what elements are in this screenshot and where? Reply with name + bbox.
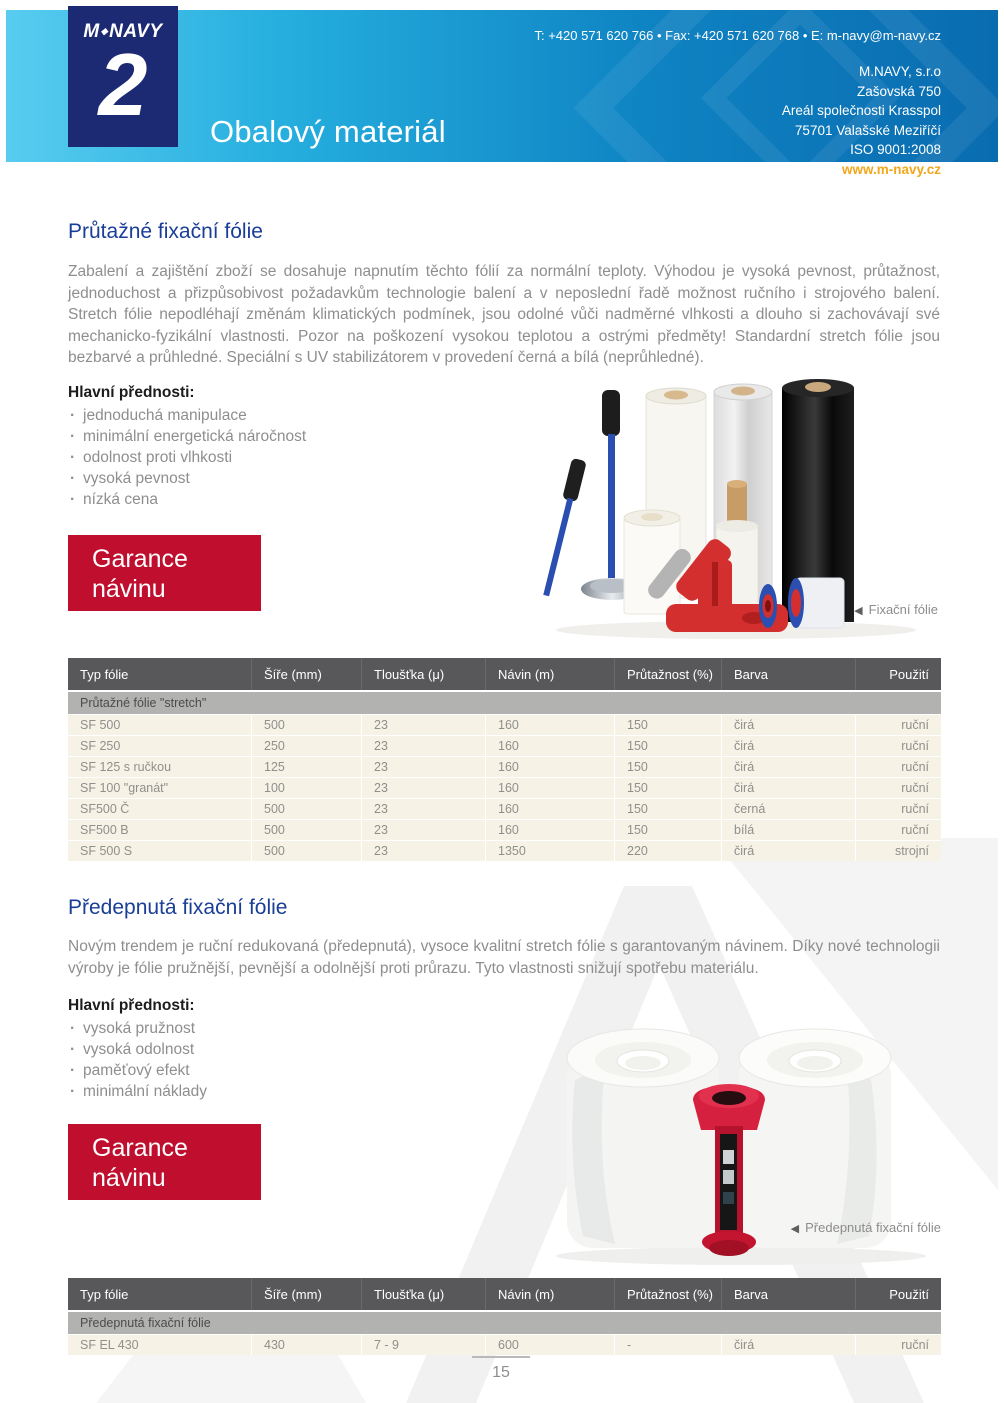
website-link[interactable]: www.m-navy.cz xyxy=(841,161,941,177)
table-cell: 160 xyxy=(485,820,614,840)
table-cell: strojní xyxy=(855,841,941,861)
table-cell: - xyxy=(614,1335,721,1355)
table-cell: 160 xyxy=(485,778,614,798)
table-cell: 160 xyxy=(485,757,614,777)
column-header: Tloušťka (μ) xyxy=(361,1278,485,1310)
chapter-number: 2 xyxy=(98,35,148,134)
table-cell: 23 xyxy=(361,799,485,819)
table-cell: 23 xyxy=(361,715,485,735)
table-cell: 150 xyxy=(614,799,721,819)
garance-badge-2 xyxy=(68,1124,261,1200)
table-cell: 23 xyxy=(361,757,485,777)
table-cell: 160 xyxy=(485,715,614,735)
table-cell: 23 xyxy=(361,820,485,840)
table-cell: 150 xyxy=(614,736,721,756)
table-cell: čirá xyxy=(721,757,855,777)
table-cell: 1350 xyxy=(485,841,614,861)
column-header: Typ fólie xyxy=(80,1287,129,1302)
table-cell: 600 xyxy=(485,1335,614,1355)
section1-heading: Průtažné fixační fólie xyxy=(68,220,263,243)
table-cell: čirá xyxy=(721,841,855,861)
table-cell: 7 - 9 xyxy=(361,1335,485,1355)
table-cell: ruční xyxy=(855,715,941,735)
column-header: Návin (m) xyxy=(485,658,614,690)
table-header-row xyxy=(68,658,941,690)
company-address xyxy=(782,62,941,179)
table-row xyxy=(68,714,941,735)
table-row xyxy=(68,798,941,819)
table-cell: SF 500 S xyxy=(80,844,133,858)
table-row xyxy=(68,819,941,840)
table-cell: 23 xyxy=(361,778,485,798)
caption-arrow-icon: ◀ xyxy=(854,605,863,617)
table-cell: SF 125 s ručkou xyxy=(80,760,172,774)
column-header: Průtažnost (%) xyxy=(614,658,721,690)
column-header: Průtažnost (%) xyxy=(614,1278,721,1310)
benefit-item: · vysoká pevnost xyxy=(68,468,306,489)
column-header: Barva xyxy=(721,1278,855,1310)
badge-line1: Garance xyxy=(92,1134,188,1162)
logo-navy: NAVY xyxy=(109,21,163,42)
benefits-title: Hlavní přednosti: xyxy=(68,384,195,401)
table-row xyxy=(68,735,941,756)
badge-line2: návinu xyxy=(92,1164,166,1192)
page-title: Obalový materiál xyxy=(210,114,446,149)
contact-line: T: +420 571 620 766 • Fax: +420 571 620 768 • E: m-navy@m-navy.cz xyxy=(534,28,941,43)
table-body xyxy=(68,714,941,861)
table-row xyxy=(68,777,941,798)
table-cell: 500 xyxy=(251,715,361,735)
benefit-item: · odolnost proti vlhkosti xyxy=(68,447,306,468)
address-line: M.NAVY, s.r.o xyxy=(858,64,941,79)
table-cell: bílá xyxy=(721,820,855,840)
table-cell: 23 xyxy=(361,736,485,756)
table-cell: čirá xyxy=(721,1335,855,1355)
column-header: Typ fólie xyxy=(80,667,129,682)
image-caption-1 xyxy=(854,602,938,617)
table-cell: ruční xyxy=(855,1335,941,1355)
badge-line2: návinu xyxy=(92,575,166,603)
table-cell: 500 xyxy=(251,841,361,861)
column-header: Návin (m) xyxy=(485,1278,614,1310)
table-cell: čirá xyxy=(721,736,855,756)
table-stretch-folie xyxy=(68,658,941,861)
table-cell: 500 xyxy=(251,799,361,819)
section1-paragraph: Zabalení a zajištění zboží se dosahuje napnutím těchto fólií za normální teploty. Výhodou je vysoká pevnost, průtažnost, jednoduchost a přizpůsobivost požadavkům technologie balení a v neposlední řadě možnost ručního i strojového balení. Stretch fólie nepodléhají změnám klimatických podmínek, jsou odolné vůči nadměrné vlhkosti a dlouho si zachovávají své mechanicko-fyzikální vlastnosti. Pozor na poškození vysokou teplotou a ostrými předměty! Standardní stretch fólie jsou bezbarvé a průhledné. Speciální s UV stabilizátorem v provedení černá a bílá (neprůhledné). xyxy=(68,263,940,366)
table-cell: 150 xyxy=(614,778,721,798)
table-cell: 23 xyxy=(361,841,485,861)
table-cell: čirá xyxy=(721,778,855,798)
table-cell: 160 xyxy=(485,736,614,756)
table-cell: 150 xyxy=(614,715,721,735)
table-cell: 430 xyxy=(251,1335,361,1355)
table-cell: ruční xyxy=(855,757,941,777)
table-cell: 100 xyxy=(251,778,361,798)
section2-heading: Předepnutá fixační fólie xyxy=(68,896,288,919)
table-cell: 150 xyxy=(614,757,721,777)
image-caption-2 xyxy=(791,1220,941,1235)
table-cell: SF 500 xyxy=(80,718,121,732)
table-group-row: Průtažné fólie "stretch" xyxy=(68,690,941,714)
logo-box xyxy=(68,6,178,147)
catalog-page xyxy=(6,0,998,1403)
table-cell: čirá xyxy=(721,715,855,735)
benefits-title: Hlavní přednosti: xyxy=(68,997,195,1014)
section1-benefits xyxy=(68,384,306,510)
table-cell: SF 100 "granát" xyxy=(80,781,169,795)
table-cell: SF EL 430 xyxy=(80,1338,139,1352)
table-row xyxy=(68,840,941,861)
garance-badge xyxy=(68,535,261,611)
benefit-item: · jednoduchá manipulace xyxy=(68,405,306,426)
table-cell: 500 xyxy=(251,820,361,840)
column-header: Šíře (mm) xyxy=(251,1278,361,1310)
logo-m: M xyxy=(83,21,100,42)
column-header: Tloušťka (μ) xyxy=(361,658,485,690)
address-line: 75701 Valašské Meziříčí xyxy=(794,122,941,138)
table-cell: černá xyxy=(721,799,855,819)
table-row xyxy=(68,756,941,777)
table-cell: 250 xyxy=(251,736,361,756)
benefit-item: · vysoká pružnost xyxy=(68,1018,207,1039)
address-line: Areál společnosti Krasspol xyxy=(781,103,941,118)
column-header: Použití xyxy=(855,1278,941,1310)
column-header: Barva xyxy=(721,658,855,690)
address-line: ISO 9001:2008 xyxy=(850,142,941,157)
table-cell: SF 250 xyxy=(80,739,121,753)
table-cell: ruční xyxy=(855,820,941,840)
table-cell: 150 xyxy=(614,820,721,840)
benefit-item: · paměťový efekt xyxy=(68,1060,207,1081)
table-cell: SF500 B xyxy=(80,823,129,837)
table-cell: SF500 Č xyxy=(80,802,130,816)
table-group-row: Předepnutá fixační fólie xyxy=(68,1310,941,1334)
section2-paragraph: Novým trendem je ruční redukovaná (předepnutá), vysoce kvalitní stretch fólie s garantovaným návinem. Díky nové technologii výroby je fólie pružnější, pevnější a odolnější proti průrazu. Tyto vlastnosti snižují spotřebu materiálu. xyxy=(68,938,940,977)
section2-benefits xyxy=(68,997,207,1102)
table-predepnuta-folie xyxy=(68,1278,941,1355)
table-row xyxy=(68,1334,941,1355)
column-header: Šíře (mm) xyxy=(251,658,361,690)
page-number: 15 xyxy=(492,1364,510,1381)
table-cell: 220 xyxy=(614,841,721,861)
caption-text: Fixační fólie xyxy=(868,602,938,617)
table-cell: ruční xyxy=(855,778,941,798)
table-cell: 125 xyxy=(251,757,361,777)
benefit-item: · nízká cena xyxy=(68,489,306,510)
benefit-item: · minimální energetická náročnost xyxy=(68,426,306,447)
logo-diamond-icon: ◆ xyxy=(100,26,109,36)
table-cell: ruční xyxy=(855,736,941,756)
benefits-list xyxy=(68,1018,207,1102)
caption-text: Předepnutá fixační fólie xyxy=(805,1220,941,1235)
table-body xyxy=(68,1334,941,1355)
footer-divider xyxy=(472,1356,530,1358)
caption-arrow-icon: ◀ xyxy=(790,1223,800,1235)
benefit-item: · minimální náklady xyxy=(68,1081,207,1102)
address-line: Zašovská 750 xyxy=(856,83,941,99)
address-lines xyxy=(782,62,941,160)
table-cell: ruční xyxy=(855,799,941,819)
benefits-list xyxy=(68,405,306,510)
table-cell: 160 xyxy=(485,799,614,819)
benefit-item: · vysoká odolnost xyxy=(68,1039,207,1060)
column-header: Použití xyxy=(855,658,941,690)
table-header-row xyxy=(68,1278,941,1310)
badge-line1: Garance xyxy=(92,545,188,573)
